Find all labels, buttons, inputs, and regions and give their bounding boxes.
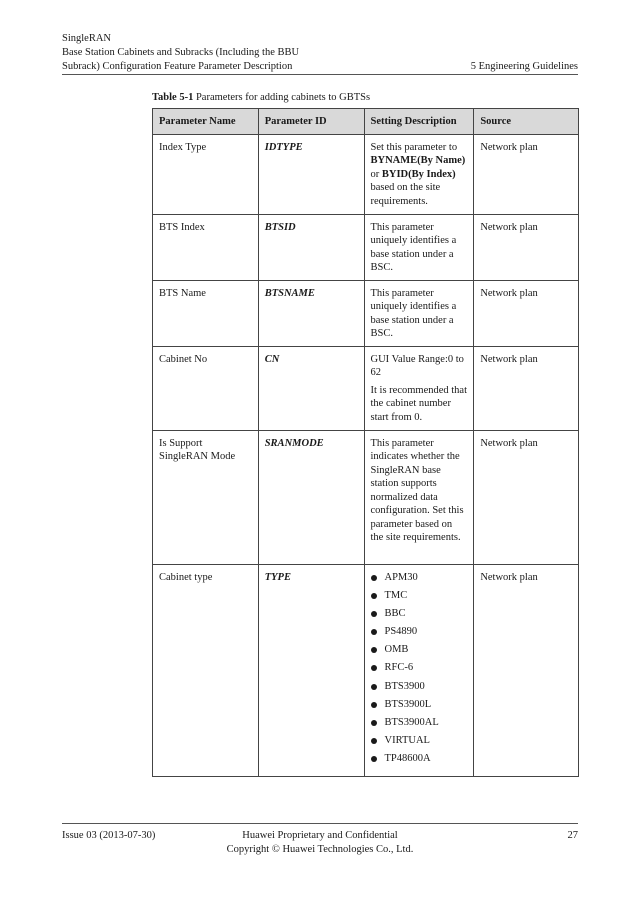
source-cell: Network plan [474, 564, 579, 776]
source-cell: Network plan [474, 430, 579, 564]
list-item: TP48600A [371, 752, 468, 770]
table-caption-text: Parameters for adding cabinets to GBTSs [193, 92, 371, 103]
param-name-cell: Index Type [153, 134, 259, 214]
param-id-cell: IDTYPE [258, 134, 364, 214]
param-id-cell: TYPE [258, 564, 364, 776]
param-name-cell: Is Support SingleRAN Mode [153, 430, 259, 564]
column-header-parameter-name: Parameter Name [153, 109, 259, 135]
desc-value-byname: BYNAME(By Name) [370, 155, 466, 166]
setting-description-cell [364, 564, 474, 776]
param-name-cell: BTS Index [153, 214, 259, 280]
list-item: OMB [371, 643, 468, 661]
desc-value-range: GUI Value Range:0 to 62 [370, 353, 464, 378]
source-cell: Network plan [474, 280, 579, 346]
cabinet-type-options [371, 571, 468, 771]
column-header-setting-description: Setting Description [364, 109, 474, 135]
setting-description-cell: This parameter indicates whether the SingleRAN base station supports normalized data configuration. Set this parameter based on the site requirements. [364, 430, 474, 564]
column-header-parameter-id: Parameter ID [258, 109, 364, 135]
footer-issue: Issue 03 (2013-07-30) [62, 830, 156, 841]
header-product: SingleRAN [62, 33, 112, 44]
table-row [153, 430, 579, 564]
list-item: VIRTUAL [371, 734, 468, 752]
table-caption [152, 92, 370, 103]
page-header [62, 32, 578, 74]
list-item: RFC-6 [371, 661, 468, 679]
column-header-source: Source [474, 109, 579, 135]
table-row [153, 134, 579, 214]
parameters-table [152, 108, 579, 777]
list-item: TMC [371, 589, 468, 607]
table-row [153, 280, 579, 346]
param-id-cell: SRANMODE [258, 430, 364, 564]
setting-description-cell: This parameter uniquely identifies a base station under a BSC. [364, 280, 474, 346]
list-item: BTS3900L [371, 698, 468, 716]
param-id-cell: CN [258, 346, 364, 430]
header-section: 5 Engineering Guidelines [470, 61, 578, 72]
footer-confidential: Huawei Proprietary and Confidential [242, 830, 398, 841]
param-name-cell: Cabinet No [153, 346, 259, 430]
page-number: 27 [567, 830, 578, 841]
source-cell: Network plan [474, 134, 579, 214]
list-item: BTS3900 [371, 680, 468, 698]
list-item: BTS3900AL [371, 716, 468, 734]
setting-description-cell [364, 134, 474, 214]
table-row [153, 564, 579, 776]
list-item: PS4890 [371, 625, 468, 643]
table-row [153, 346, 579, 430]
table-row [153, 214, 579, 280]
param-id-cell: BTSNAME [258, 280, 364, 346]
footer-divider [62, 823, 578, 824]
list-item: BBC [371, 607, 468, 625]
table-caption-label: Table 5-1 [152, 92, 194, 103]
param-name-cell: BTS Name [153, 280, 259, 346]
param-id-cell: BTSID [258, 214, 364, 280]
param-name-cell: Cabinet type [153, 564, 259, 776]
desc-text: based on the site requirements. [370, 182, 441, 207]
setting-description-cell: This parameter uniquely identifies a base station under a BSC. [364, 214, 474, 280]
source-cell: Network plan [474, 346, 579, 430]
desc-recommendation: It is recommended that the cabinet number start from 0. [370, 384, 468, 423]
footer-center [62, 829, 578, 857]
setting-description-cell [364, 346, 474, 430]
source-cell: Network plan [474, 214, 579, 280]
desc-value-byid: BYID(By Index) [381, 168, 456, 180]
desc-text: or [370, 168, 382, 180]
table-header-row [153, 109, 579, 135]
list-item: APM30 [371, 571, 468, 589]
desc-text: Set this parameter to [370, 141, 458, 153]
header-divider [62, 74, 578, 75]
header-doc-title-line1: Base Station Cabinets and Subracks (Including the BBU [62, 47, 300, 58]
footer-copyright: Copyright © Huawei Technologies Co., Ltd. [226, 844, 414, 855]
header-doc-title-line2: Subrack) Configuration Feature Parameter Description [62, 61, 293, 72]
